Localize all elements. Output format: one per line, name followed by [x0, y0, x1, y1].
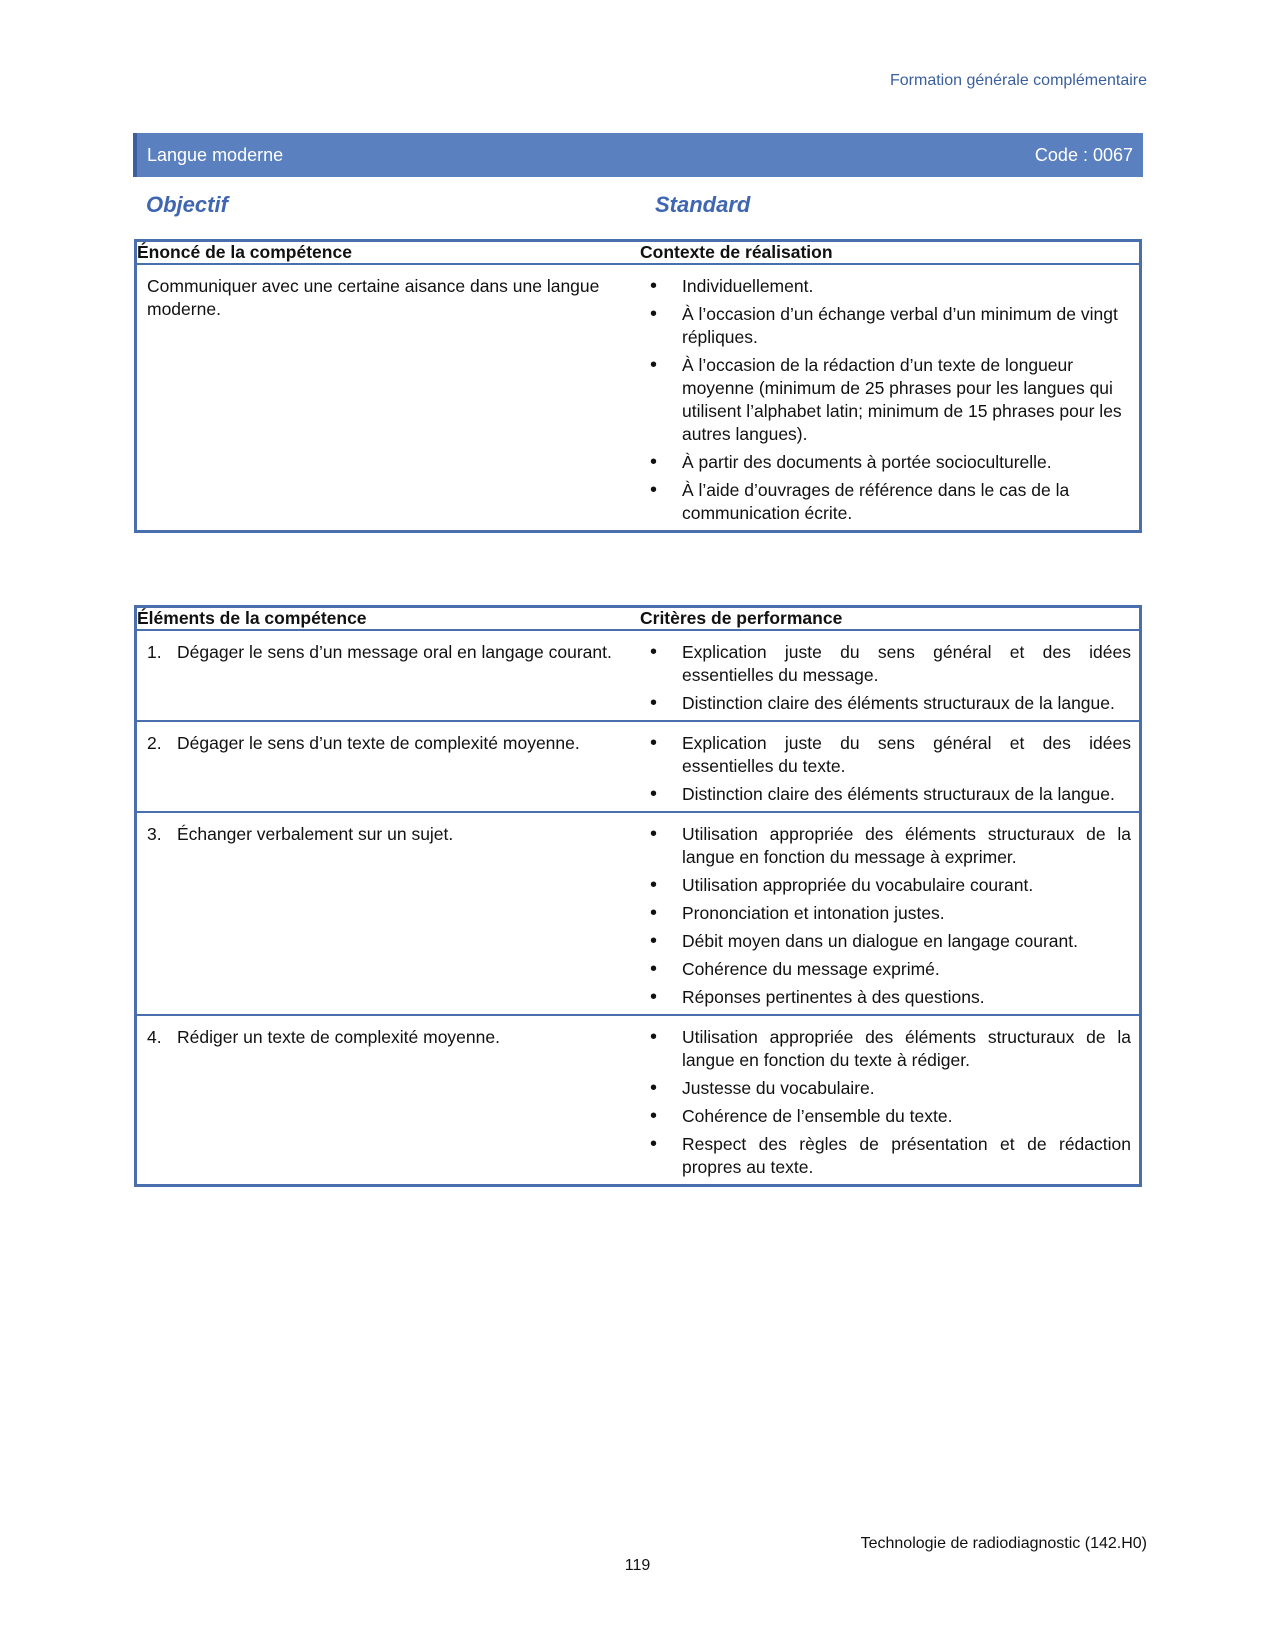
contexte-header: Contexte de réalisation	[640, 241, 1141, 265]
objective-standard-row	[146, 192, 1146, 218]
criteria-cell	[640, 812, 1141, 1015]
standard-heading: Standard	[655, 192, 751, 217]
element-number: 2.	[147, 733, 162, 753]
elements-header: Éléments de la compétence	[136, 607, 641, 631]
criterion-item: • Débit moyen dans un dialogue en langage courant.	[644, 930, 1131, 953]
elements-table	[134, 605, 1142, 1187]
context-item: • À l’aide d’ouvrages de référence dans le cas de la communication écrite.	[644, 479, 1133, 525]
competence-statement: Communiquer avec une certaine aisance dans une langue moderne.	[147, 276, 600, 319]
element-text: Rédiger un texte de complexité moyenne.	[177, 1027, 500, 1047]
criterion-item: • Justesse du vocabulaire.	[644, 1077, 1131, 1100]
competence-table-header	[136, 241, 1141, 265]
element-number: 3.	[147, 824, 162, 844]
competence-table	[134, 239, 1142, 533]
criterion-item: • Distinction claire des éléments structuraux de la langue.	[644, 783, 1131, 806]
criteria-list	[644, 823, 1131, 1009]
context-item: • À partir des documents à portée socioculturelle.	[644, 451, 1133, 474]
criterion-item: • Explication juste du sens général et des idées essentielles du texte.	[644, 732, 1131, 778]
criteria-list	[644, 641, 1131, 715]
criterion-item: • Réponses pertinentes à des questions.	[644, 986, 1131, 1009]
criterion-item: • Utilisation appropriée des éléments structuraux de la langue en fonction du texte à rédiger.	[644, 1026, 1131, 1072]
objectif-heading: Objectif	[146, 192, 228, 217]
criterion-item: • Cohérence de l’ensemble du texte.	[644, 1105, 1131, 1128]
criterion-item: • Respect des règles de présentation et de rédaction propres au texte.	[644, 1133, 1131, 1179]
footer-program: Technologie de radiodiagnostic (142.H0)	[860, 1535, 1147, 1552]
course-code: Code : 0067	[1034, 144, 1133, 165]
element-number: 1.	[147, 642, 162, 662]
context-item: • À l’occasion de la rédaction d’un texte de longueur moyenne (minimum de 25 phrases pour les langues qui utilisent l’alphabet latin; minimum de 15 phrases pour les autres langues).	[644, 354, 1133, 446]
criterion-item: • Distinction claire des éléments structuraux de la langue.	[644, 692, 1131, 715]
competence-table-body	[136, 264, 1141, 532]
criterion-item: • Prononciation et intonation justes.	[644, 902, 1131, 925]
subject-title: Langue moderne	[147, 144, 284, 165]
context-cell	[640, 264, 1141, 532]
context-item: • Individuellement.	[644, 275, 1133, 298]
criteres-header: Critères de performance	[640, 607, 1141, 631]
element-row	[136, 812, 1141, 1015]
criterion-item: • Utilisation appropriée des éléments structuraux de la langue en fonction du message à exprimer.	[644, 823, 1131, 869]
elements-table-header	[136, 607, 1141, 631]
criterion-item: • Utilisation appropriée du vocabulaire courant.	[644, 874, 1131, 897]
element-row	[136, 721, 1141, 812]
element-cell	[136, 812, 641, 1015]
element-cell	[136, 630, 641, 721]
element-cell	[136, 1015, 641, 1186]
running-header: Formation générale complémentaire	[889, 72, 1147, 89]
element-row	[136, 1015, 1141, 1186]
enonce-header: Énoncé de la compétence	[136, 241, 641, 265]
element-text: Dégager le sens d’un message oral en langage courant.	[177, 642, 612, 662]
title-bar	[133, 133, 1143, 177]
criteria-list	[644, 732, 1131, 806]
element-number: 4.	[147, 1027, 162, 1047]
element-text: Échanger verbalement sur un sujet.	[177, 824, 454, 844]
criterion-item: • Cohérence du message exprimé.	[644, 958, 1131, 981]
criteria-list	[644, 1026, 1131, 1179]
element-row	[136, 630, 1141, 721]
criteria-cell	[640, 721, 1141, 812]
context-list	[644, 275, 1133, 525]
criteria-cell	[640, 630, 1141, 721]
element-cell	[136, 721, 641, 812]
page-number: 119	[624, 1557, 651, 1574]
context-item: • À l’occasion d’un échange verbal d’un minimum de vingt répliques.	[644, 303, 1133, 349]
criterion-item: • Explication juste du sens général et des idées essentielles du message.	[644, 641, 1131, 687]
element-text: Dégager le sens d’un texte de complexité moyenne.	[177, 733, 580, 753]
criteria-cell	[640, 1015, 1141, 1186]
